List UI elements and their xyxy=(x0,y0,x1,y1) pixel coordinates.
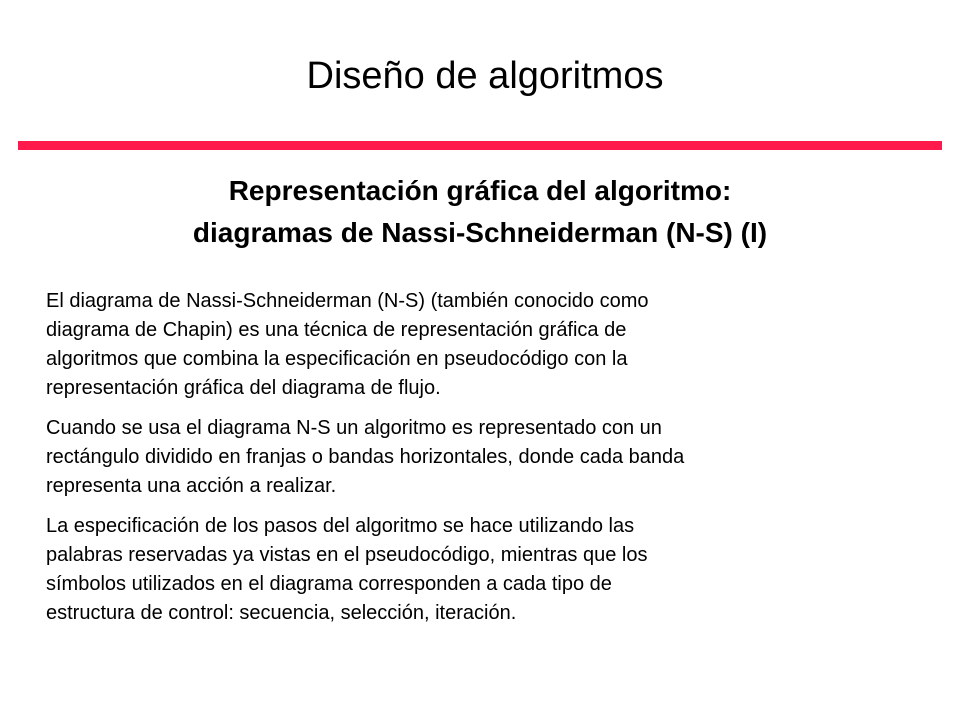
text-line: estructura de control: secuencia, selección, iteración. xyxy=(46,602,517,624)
paragraph-definition xyxy=(46,287,946,403)
section-heading-line: Representación gráfica del algoritmo: xyxy=(228,175,732,206)
section-heading-line: diagramas de Nassi-Schneiderman (N-S) (I) xyxy=(192,217,768,248)
text-line: algoritmos que combina la especificación en pseudocódigo con la xyxy=(46,348,628,370)
title-divider xyxy=(18,141,942,150)
body-text xyxy=(46,287,946,639)
text-line: diagrama de Chapin) es una técnica de representación gráfica de xyxy=(46,319,627,341)
text-line: El diagrama de Nassi-Schneiderman (N-S) (también conocido como xyxy=(46,290,649,312)
text-line: representa una acción a realizar. xyxy=(46,475,337,497)
text-line: Cuando se usa el diagrama N-S un algoritmo es representado con un xyxy=(46,417,662,439)
text-line: representación gráfica del diagrama de flujo. xyxy=(46,377,441,399)
text-line: La especificación de los pasos del algoritmo se hace utilizando las xyxy=(46,515,635,537)
text-line: palabras reservadas ya vistas en el pseudocódigo, mientras que los xyxy=(46,544,648,566)
text-line: símbolos utilizados en el diagrama corresponden a cada tipo de xyxy=(46,573,612,595)
paragraph-usage xyxy=(46,414,946,501)
paragraph-specification xyxy=(46,512,946,628)
slide-title: Diseño de algoritmos xyxy=(306,55,664,97)
text-line: rectángulo dividido en franjas o bandas horizontales, donde cada banda xyxy=(46,446,685,468)
section-heading xyxy=(0,170,960,254)
